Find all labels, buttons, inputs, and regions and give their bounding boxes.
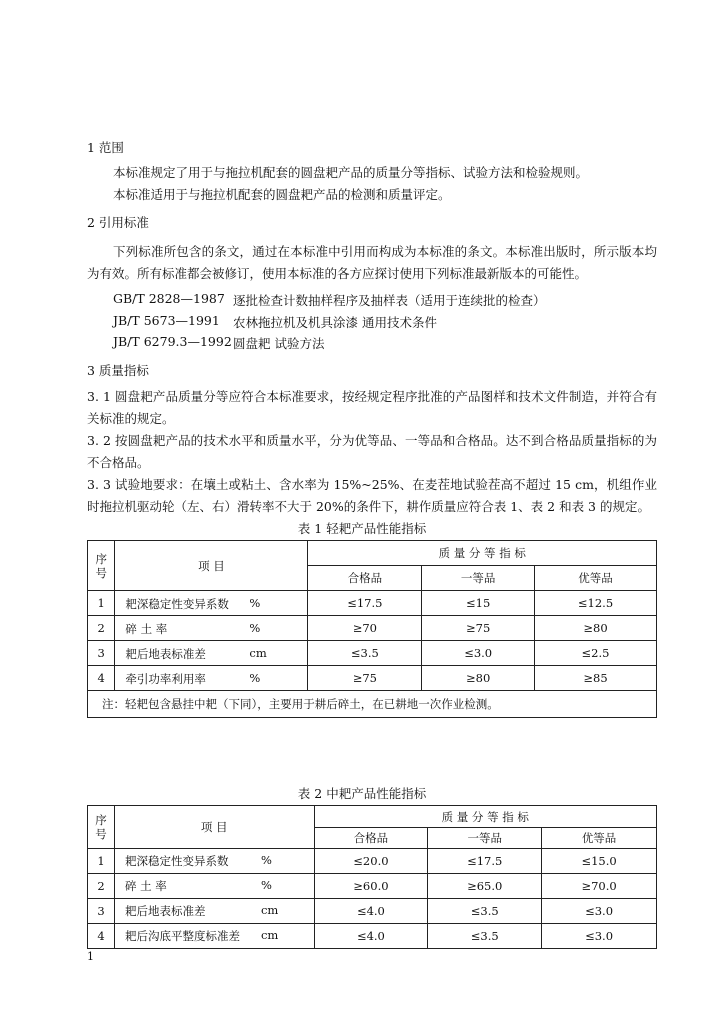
item-unit: %	[249, 621, 261, 635]
reference-code: GB/T 2828—1987	[113, 291, 225, 306]
row-value: ≤4.0	[314, 899, 428, 924]
section-1-paragraph-2: 本标准适用于与拖拉机配套的圆盘耙产品的检测和质量评定。	[113, 187, 451, 202]
row-no: 1	[88, 849, 115, 874]
row-item	[114, 899, 314, 924]
header-no-char-1: 序	[95, 813, 107, 827]
row-value: ≤15.0	[542, 849, 657, 874]
item-name: 耙后地表标准差	[125, 647, 206, 661]
row-value: ≤2.5	[535, 641, 657, 666]
row-value: ≥75	[422, 616, 535, 641]
row-value: ≤3.5	[428, 899, 542, 924]
row-value: ≤15	[422, 591, 535, 616]
table-header-col: 合格品	[314, 828, 428, 849]
row-no: 2	[88, 874, 115, 899]
header-no-char-1: 序	[95, 551, 107, 566]
table-row	[88, 874, 657, 899]
item-name: 耙后沟底平整度标准差	[124, 929, 240, 943]
row-item	[114, 849, 314, 874]
row-value: ≥60.0	[314, 874, 428, 899]
item-unit: cm	[260, 903, 279, 917]
item-name: 耙后地表标准差	[124, 904, 206, 918]
row-no: 3	[88, 641, 115, 666]
section-1-heading: 1 范围	[87, 140, 124, 155]
item-unit: %	[249, 596, 261, 610]
table-header-col: 优等品	[535, 566, 657, 591]
table-header-col: 优等品	[542, 828, 657, 849]
item-unit: cm	[260, 928, 279, 942]
table-2-caption: 表 2 中耙产品性能指标	[297, 786, 427, 801]
row-item	[114, 924, 314, 949]
table-header-no	[88, 541, 115, 591]
row-value: ≤20.0	[314, 849, 428, 874]
table-row	[88, 849, 657, 874]
page-number: 1	[87, 950, 94, 963]
row-no: 4	[88, 666, 115, 691]
reference-title: 圆盘耙 试验方法	[233, 336, 325, 351]
row-no: 4	[88, 924, 115, 949]
item-unit: %	[260, 878, 272, 892]
reference-code: JB/T 5673—1991	[113, 313, 220, 328]
clause-3-3: 3. 3 试验地要求：在壤土或粘土、含水率为 15%~25%、在麦茬地试验茬高不超过 15 cm，机组作业时拖拉机驱动轮（左、右）滑转率不大于 20%的条件下，耕作质量应符合表 1、表 2 和表 3 的规定。	[87, 477, 657, 514]
reference-title: 农林拖拉机及机具涂漆 通用技术条件	[233, 315, 437, 330]
row-value: ≤17.5	[308, 591, 422, 616]
row-item	[115, 616, 308, 641]
row-no: 3	[88, 899, 115, 924]
table-header-col: 合格品	[308, 566, 422, 591]
clause-3-2: 3. 2 按圆盘耙产品的技术水平和质量水平，分为优等品、一等品和合格品。达不到合格品质量指标的为不合格品。	[87, 433, 657, 470]
clause-3-1: 3. 1 圆盘耙产品质量分等应符合本标准要求，按经规定程序批准的产品图样和技术文件制造，并符合有关标准的规定。	[87, 389, 657, 426]
row-value: ≤3.5	[308, 641, 422, 666]
row-value: ≤3.0	[542, 899, 657, 924]
table-header-grade: 质 量 分 等 指 标	[314, 806, 656, 828]
reference-code: JB/T 6279.3—1992	[113, 334, 232, 349]
row-item	[115, 641, 308, 666]
row-item	[114, 874, 314, 899]
item-name: 牵引功率利用率	[125, 672, 206, 686]
item-name: 耙深稳定性变异系数	[125, 597, 229, 611]
table-row	[88, 641, 657, 666]
row-value: ≤3.0	[542, 924, 657, 949]
row-value: ≥65.0	[428, 874, 542, 899]
table-row	[88, 899, 657, 924]
row-value: ≥70.0	[542, 874, 657, 899]
table-row	[88, 591, 657, 616]
table-header-col: 一等品	[428, 828, 542, 849]
header-no-char-2: 号	[95, 827, 107, 841]
reference-title: 逐批检查计数抽样程序及抽样表（适用于连续批的检查）	[233, 293, 546, 308]
section-3-heading: 3 质量指标	[87, 363, 149, 378]
item-unit: %	[260, 853, 272, 867]
header-no-char-2: 号	[95, 565, 107, 580]
item-unit: %	[249, 671, 261, 685]
row-value: ≥75	[308, 666, 422, 691]
row-item	[115, 666, 308, 691]
item-name: 耙深稳定性变异系数	[124, 854, 229, 868]
table-header-col: 一等品	[422, 566, 535, 591]
item-unit: cm	[249, 646, 267, 660]
table-1-note: 注：轻耙包含悬挂中耙（下同），主要用于耕后碎土，在已耕地一次作业检测。	[88, 691, 657, 718]
section-1-paragraph-1: 本标准规定了用于与拖拉机配套的圆盘耙产品的质量分等指标、试验方法和检验规则。	[113, 165, 589, 180]
item-name: 碎 土 率	[124, 879, 167, 893]
table-row	[88, 666, 657, 691]
table-header-no	[88, 806, 115, 849]
row-value: ≥80	[422, 666, 535, 691]
row-no: 1	[88, 591, 115, 616]
row-value: ≥70	[308, 616, 422, 641]
table-header-item: 项 目	[115, 541, 308, 591]
table-2	[87, 805, 657, 949]
row-no: 2	[88, 616, 115, 641]
row-value: ≤3.5	[428, 924, 542, 949]
section-2-paragraph-1: 下列标准所包含的条文，通过在本标准中引用而构成为本标准的条文。本标准出版时，所示版本均为有效。所有标准都会被修订，使用本标准的各方应探讨使用下列标准最新版本的可能性。	[87, 244, 657, 281]
item-name: 碎 土 率	[125, 622, 168, 636]
table-header-item: 项 目	[114, 806, 314, 849]
row-value: ≤12.5	[535, 591, 657, 616]
row-value: ≥85	[535, 666, 657, 691]
row-item	[115, 591, 308, 616]
table-header-grade: 质 量 分 等 指 标	[308, 541, 657, 566]
table-1-caption: 表 1 轻耙产品性能指标	[297, 521, 427, 536]
table-row	[88, 924, 657, 949]
table-1	[87, 540, 657, 718]
table-row	[88, 616, 657, 641]
row-value: ≤17.5	[428, 849, 542, 874]
row-value: ≤4.0	[314, 924, 428, 949]
row-value: ≤3.0	[422, 641, 535, 666]
section-2-heading: 2 引用标准	[87, 215, 149, 230]
row-value: ≥80	[535, 616, 657, 641]
